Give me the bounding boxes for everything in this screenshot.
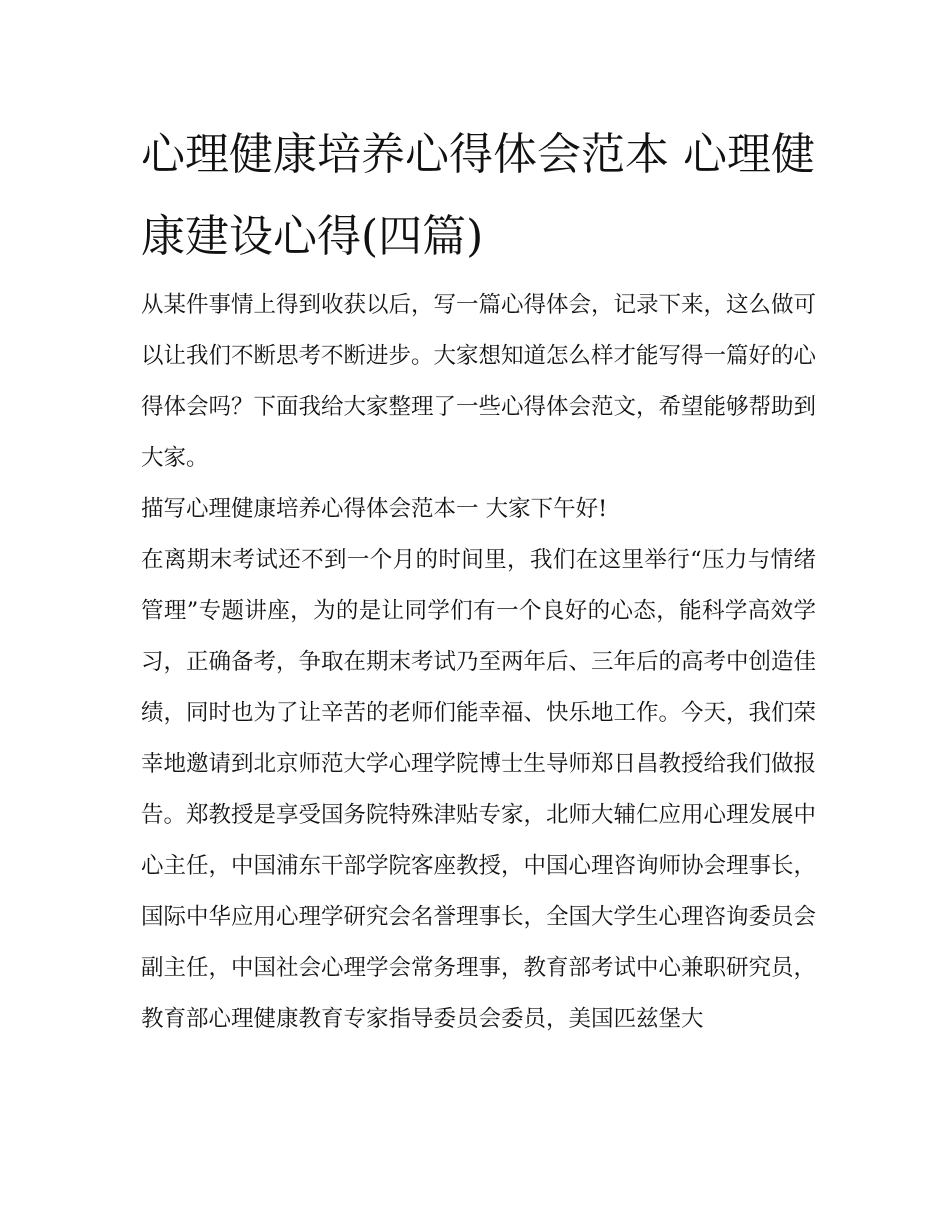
- section-heading-paragraph: 描写心理健康培养心得体会范本一 大家下午好!: [141, 496, 608, 522]
- intro-paragraph: 从某件事情上得到收获以后，写一篇心得体会，记录下来，这么做可以让我们不断思考不断进步。大家想知道怎么样才能写得一篇好的心得体会吗？下面我给大家整理了一些心得体会范文，希望能够帮助到大家。: [141, 292, 817, 471]
- body-paragraph: 在离期末考试还不到一个月的时间里，我们在这里举行“压力与情绪管理”专题讲座，为的是让同学们有一个良好的心态，能科学高效学习，正确备考，争取在期末考试乃至两年后、三年后的高考中创造佳绩，同时也为了让辛苦的老师们能幸福、快乐地工作。今天，我们荣幸地邀请到北京师范大学心理学院博士生导师郑日昌教授给我们做报告。郑教授是享受国务院特殊津贴专家，北师大辅仁应用心理发展中心主任，中国浦东干部学院客座教授，中国心理咨询师协会理事长，国际中华应用心理学研究会名誉理事长，全国大学生心理咨询委员会副主任，中国社会心理学会常务理事，教育部考试中心兼职研究员，教育部心理健康教育专家指导委员会委员，美国匹兹堡大: [141, 547, 817, 1032]
- document-title: 心理健康培养心得体会范本 心理健康建设心得(四篇): [141, 129, 815, 262]
- document-body: [141, 280, 816, 1045]
